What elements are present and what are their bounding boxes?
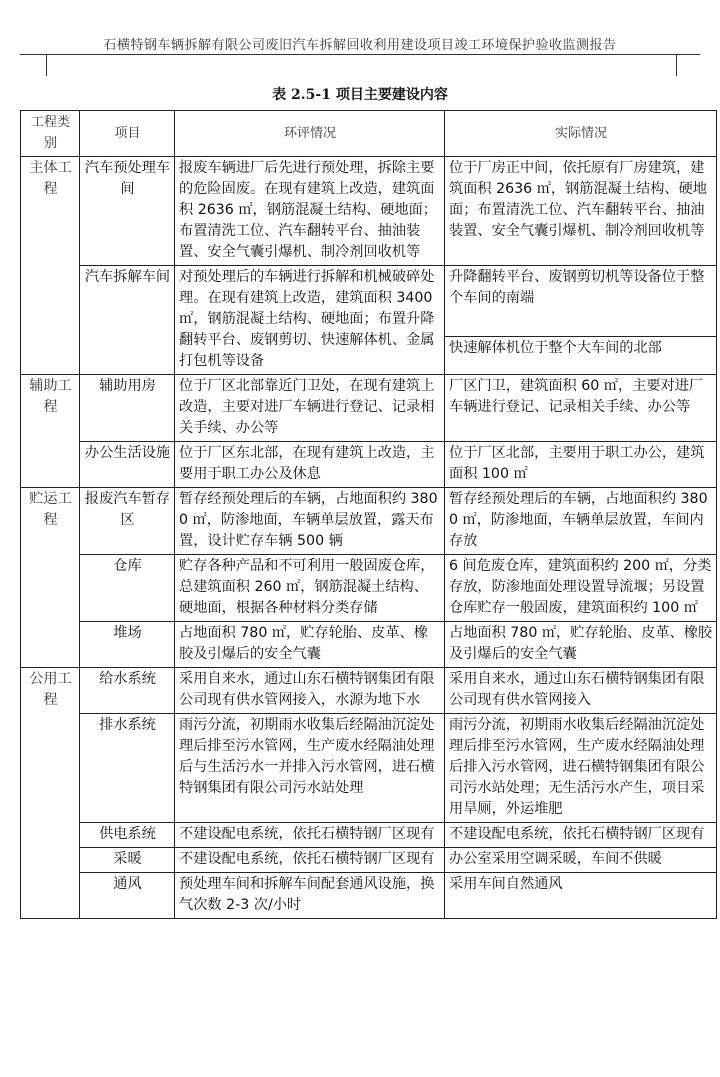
eia-cell: 暂存经预处理后的车辆，占地面积约 3800 ㎡，防渗地面，车辆单层放置，露天布置，设计贮存车辆 500 辆	[175, 488, 445, 555]
table-row	[21, 622, 717, 668]
table-header-row	[21, 111, 717, 157]
table-row	[21, 555, 717, 622]
table-row	[21, 266, 717, 337]
table-row	[21, 157, 717, 266]
item-cell: 汽车拆解车间	[80, 266, 175, 375]
report-header-title: 石横特钢车辆拆解有限公司废旧汽车拆解回收利用建设项目竣工环境保护验收监测报告	[103, 38, 617, 53]
item-cell: 汽车预处理车间	[80, 157, 175, 266]
table-row	[21, 375, 717, 442]
eia-cell: 贮存各种产品和不可利用一般固废仓库，总建筑面积 260 ㎡，钢筋混凝土结构、硬地面，根据各种材料分类存储	[175, 555, 445, 622]
actual-cell: 位于厂区北部，主要用于职工办公，建筑面积 100 ㎡	[445, 442, 717, 488]
column-header-eia: 环评情况	[175, 111, 445, 157]
actual-cell: 快速解体机位于整个大车间的北部	[445, 336, 717, 374]
actual-cell: 采用车间自然通风	[445, 873, 717, 919]
construction-content-table	[20, 110, 717, 919]
table-row	[21, 848, 717, 873]
actual-cell: 位于厂房正中间，依托原有厂房建筑，建筑面积 2636 ㎡，钢筋混凝土结构、硬地面；布置清洗工位、汽车翻转平台、抽油装置、安全气囊引爆机、制冷剂回收机等	[445, 157, 717, 266]
header-corner-left	[46, 54, 47, 76]
item-cell: 仓库	[80, 555, 175, 622]
eia-cell: 不建设配电系统，依托石横特钢厂区现有	[175, 848, 445, 873]
actual-cell: 雨污分流，初期雨水收集后经隔油沉淀处理后排至污水管网，生产废水经隔油处理后排入污水管网，进石横特钢集团有限公司污水站处理；无生活污水产生，项目采用旱厕，外运堆肥	[445, 714, 717, 823]
eia-cell: 预处理车间和拆解车间配套通风设施，换气次数 2-3 次/小时	[175, 873, 445, 919]
actual-cell: 办公室采用空调采暖，车间不供暖	[445, 848, 717, 873]
eia-cell: 雨污分流，初期雨水收集后经隔油沉淀处理后排至污水管网，生产废水经隔油处理后与生活污水一并排入污水管网，进石横特钢集团有限公司污水站处理	[175, 714, 445, 823]
item-cell: 给水系统	[80, 668, 175, 714]
actual-cell: 采用自来水，通过山东石横特钢集团有限公司现有供水管网接入	[445, 668, 717, 714]
header-corner-right	[676, 54, 677, 76]
category-cell: 贮运工程	[21, 488, 80, 668]
eia-cell: 对预处理后的车辆进行拆解和机械破碎处理。在现有建筑上改造，建筑面积 3400 ㎡，钢筋混凝土结构、硬地面；布置升降翻转平台、废钢剪切、快速解体机、金属打包机等设备	[175, 266, 445, 375]
item-cell: 通风	[80, 873, 175, 919]
category-cell: 主体工程	[21, 157, 80, 375]
header-rule	[20, 54, 700, 55]
eia-cell: 位于厂区东北部，在现有建筑上改造，主要用于职工办公及休息	[175, 442, 445, 488]
page-header	[0, 0, 720, 78]
eia-cell: 报废车辆进厂后先进行预处理，拆除主要的危险固废。在现有建筑上改造，建筑面积 2636 ㎡，钢筋混凝土结构、硬地面；布置清洗工位、汽车翻转平台、抽油装置、安全气囊引爆机、制冷剂回收机等	[175, 157, 445, 266]
eia-cell: 不建设配电系统，依托石横特钢厂区现有	[175, 823, 445, 848]
column-header-category: 工程类别	[21, 111, 80, 157]
table-row	[21, 823, 717, 848]
eia-cell: 位于厂区北部靠近门卫处，在现有建筑上改造，主要对进厂车辆进行登记、记录相关手续、办公等	[175, 375, 445, 442]
actual-cell: 不建设配电系统，依托石横特钢厂区现有	[445, 823, 717, 848]
table-row	[21, 873, 717, 919]
actual-cell: 占地面积 780 ㎡，贮存轮胎、皮革、橡胶及引爆后的安全气囊	[445, 622, 717, 668]
item-cell: 堆场	[80, 622, 175, 668]
category-cell: 辅助工程	[21, 375, 80, 488]
actual-cell: 6 间危废仓库，建筑面积约 200 ㎡，分类存放，防渗地面处理设置导流堰；另设置仓库贮存一般固废，建筑面积约 100 ㎡	[445, 555, 717, 622]
table-row	[21, 714, 717, 823]
column-header-item: 项目	[80, 111, 175, 157]
item-cell: 办公生活设施	[80, 442, 175, 488]
table-row	[21, 488, 717, 555]
item-cell: 辅助用房	[80, 375, 175, 442]
category-cell: 公用工程	[21, 668, 80, 919]
table-row	[21, 668, 717, 714]
actual-cell: 升降翻转平台、废钢剪切机等设备位于整个车间的南端	[445, 266, 717, 337]
item-cell: 供电系统	[80, 823, 175, 848]
item-cell: 报废汽车暂存区	[80, 488, 175, 555]
column-header-actual: 实际情况	[445, 111, 717, 157]
eia-cell: 占地面积 780 ㎡，贮存轮胎、皮革、橡胶及引爆后的安全气囊	[175, 622, 445, 668]
actual-cell: 暂存经预处理后的车辆，占地面积约 3800 ㎡，防渗地面，车辆单层放置，车间内存放	[445, 488, 717, 555]
table-row	[21, 442, 717, 488]
actual-cell: 厂区门卫，建筑面积 60 ㎡，主要对进厂车辆进行登记、记录相关手续、办公等	[445, 375, 717, 442]
item-cell: 采暖	[80, 848, 175, 873]
table-caption: 表 2.5-1 项目主要建设内容	[272, 87, 448, 103]
item-cell: 排水系统	[80, 714, 175, 823]
eia-cell: 采用自来水，通过山东石横特钢集团有限公司现有供水管网接入，水源为地下水	[175, 668, 445, 714]
